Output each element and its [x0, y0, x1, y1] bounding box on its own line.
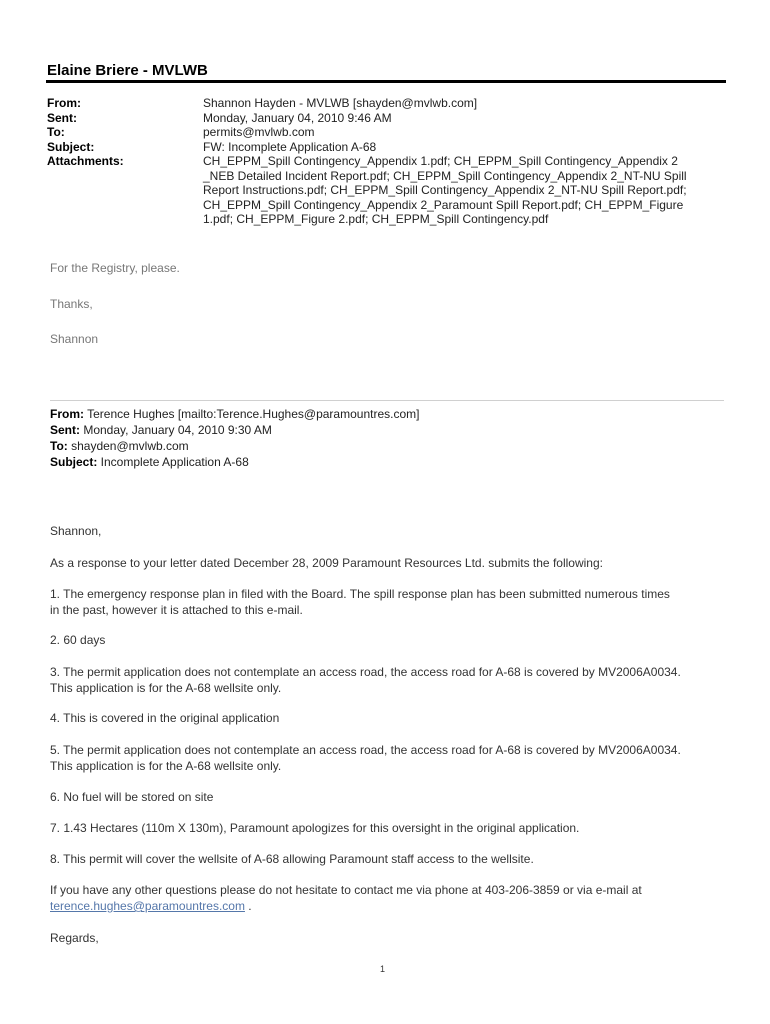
- message-intro: As a response to your letter dated December 28, 2009 Paramount Resources Ltd. submits the following:: [50, 556, 603, 570]
- list-item-8: 8. This permit will cover the wellsite of A-68 allowing Paramount staff access to the wellsite.: [50, 852, 534, 866]
- list-item-4: 4. This is covered in the original application: [50, 711, 280, 725]
- message-greeting: Shannon,: [50, 524, 102, 538]
- list-item-1: [50, 586, 715, 618]
- message-closing: Regards,: [50, 931, 99, 945]
- contact-email-suffix: .: [244, 899, 252, 913]
- reply-line-registry: For the Registry, please.: [50, 261, 180, 275]
- list-item-1-line-2: in the past, however it is attached to this e-mail.: [50, 603, 303, 617]
- fwd-from-row: [50, 406, 720, 422]
- list-item-7: 7. 1.43 Hectares (110m X 130m), Paramount apologizes for this oversight in the original application.: [50, 821, 580, 835]
- list-item-5: [50, 742, 715, 774]
- list-item-2: 2. 60 days: [50, 633, 106, 647]
- attachment-line: CH_EPPM_Spill Contingency_Appendix 2_Paramount Spill Report.pdf; CH_EPPM_Figure: [203, 197, 684, 212]
- sent-label: Sent:: [47, 110, 77, 125]
- subject-value: FW: Incomplete Application A-68: [203, 139, 377, 154]
- header-sent-row: [47, 111, 717, 126]
- contact-line: If you have any other questions please do not hesitate to contact me via phone at 403-206-3859 or via e-mail at: [50, 883, 642, 897]
- list-item-6: 6. No fuel will be stored on site: [50, 790, 214, 804]
- attachment-line: Report Instructions.pdf; CH_EPPM_Spill Contingency_Appendix 2_NT-NU Spill Report.pdf;: [203, 183, 687, 197]
- forward-divider: [50, 400, 724, 401]
- reply-line-signature: Shannon: [50, 332, 99, 346]
- from-label: From:: [47, 96, 81, 110]
- attachment-line: 1.pdf; CH_EPPM_Figure 2.pdf; CH_EPPM_Spill Contingency.pdf: [203, 212, 549, 226]
- header-from-row: [47, 96, 717, 111]
- document-title: Elaine Briere - MVLWB: [47, 62, 208, 79]
- contact-email-line: [50, 898, 715, 914]
- reply-line-thanks: Thanks,: [50, 297, 93, 311]
- fwd-to-label: To:: [50, 439, 68, 453]
- list-item-3-line-1: 3. The permit application does not contemplate an access road, the access road for A-68 is covered by MV2006A0034.: [50, 665, 681, 679]
- list-item-5-line-2: This application is for the A-68 wellsite only.: [50, 759, 282, 773]
- attachment-line: CH_EPPM_Spill Contingency_Appendix 1.pdf; CH_EPPM_Spill Contingency_Appendix 2: [203, 154, 678, 168]
- list-item-3: [50, 664, 715, 696]
- fwd-from-value: Terence Hughes [mailto:Terence.Hughes@paramountres.com]: [84, 407, 420, 421]
- from-value: Shannon Hayden - MVLWB [shayden@mvlwb.com]: [203, 96, 478, 110]
- list-item-5-line-1: 5. The permit application does not contemplate an access road, the access road for A-68 is covered by MV2006A0034.: [50, 743, 681, 757]
- subject-label: Subject:: [47, 139, 95, 154]
- header-to-row: [47, 125, 717, 140]
- fwd-subject-value: Incomplete Application A-68: [97, 455, 249, 469]
- list-item-3-line-2: This application is for the A-68 wellsite only.: [50, 681, 282, 695]
- contact-email-link[interactable]: terence.hughes@paramountres.com: [50, 899, 245, 913]
- title-divider: [46, 80, 726, 83]
- header-attachments-row: [47, 154, 717, 227]
- attachments-list: [203, 154, 717, 227]
- attachments-label: Attachments:: [47, 154, 124, 168]
- email-header: [47, 96, 717, 227]
- fwd-to-value: shayden@mvlwb.com: [67, 439, 189, 453]
- fwd-sent-label: Sent:: [50, 423, 80, 437]
- fwd-sent-value: Monday, January 04, 2010 9:30 AM: [80, 423, 272, 437]
- list-item-1-line-1: 1. The emergency response plan in filed with the Board. The spill response plan has been submitted numerous times: [50, 587, 670, 601]
- contact-paragraph: [50, 882, 715, 914]
- fwd-from-label: From:: [50, 407, 84, 421]
- attachment-line: _NEB Detailed Incident Report.pdf; CH_EPPM_Spill Contingency_Appendix 2_NT-NU Spill: [203, 168, 687, 183]
- page-number: 1: [380, 964, 386, 974]
- fwd-sent-row: [50, 422, 720, 438]
- header-subject-row: [47, 140, 717, 155]
- fwd-subject-row: [50, 454, 720, 470]
- forwarded-header: [50, 406, 720, 470]
- fwd-to-row: [50, 438, 720, 454]
- to-value: permits@mvlwb.com: [203, 125, 315, 139]
- to-label: To:: [47, 125, 65, 139]
- fwd-subject-label: Subject:: [50, 455, 98, 469]
- sent-value: Monday, January 04, 2010 9:46 AM: [203, 110, 392, 125]
